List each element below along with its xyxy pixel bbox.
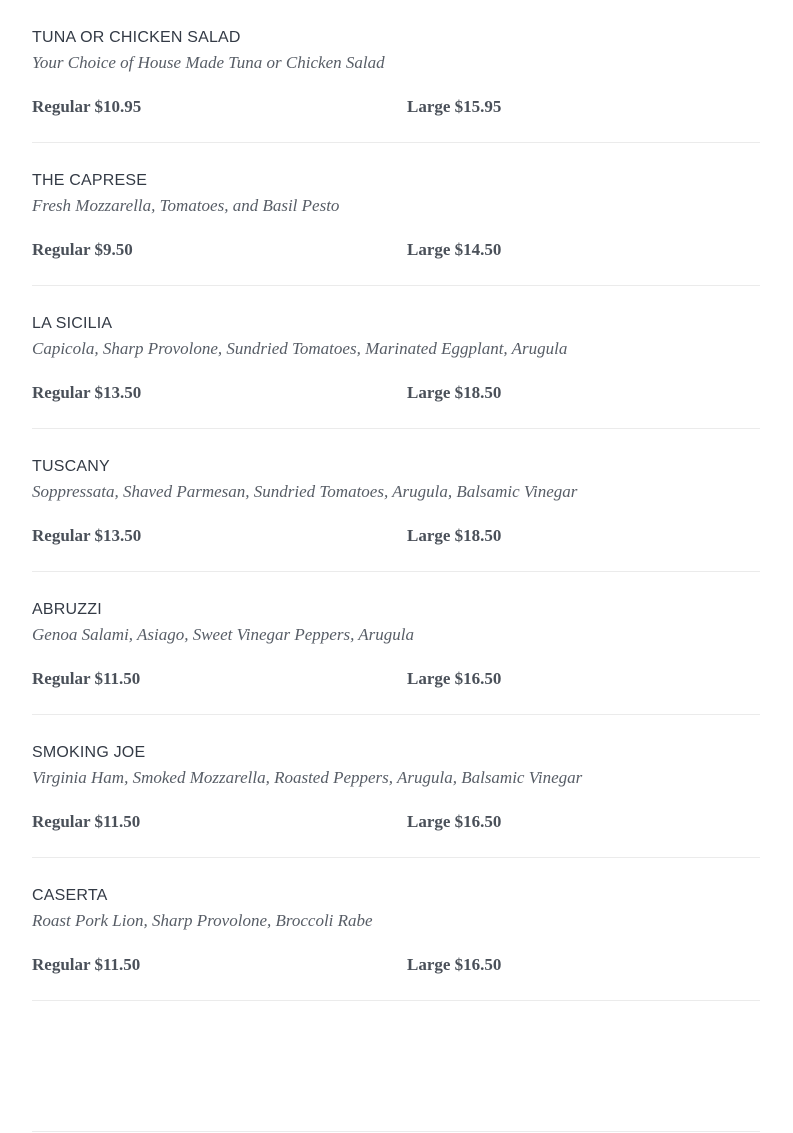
item-name: TUNA OR CHICKEN SALAD bbox=[32, 29, 241, 46]
divider bbox=[32, 1131, 760, 1132]
item-description: Soppressata, Shaved Parmesan, Sundried Tomatoes, Arugula, Balsamic Vinegar bbox=[32, 482, 578, 501]
regular-price: Regular $11.50 bbox=[32, 669, 141, 688]
item-description: Fresh Mozzarella, Tomatoes, and Basil Pesto bbox=[32, 196, 340, 215]
item-description: Genoa Salami, Asiago, Sweet Vinegar Peppers, Arugula bbox=[32, 625, 414, 644]
item-description: Capicola, Sharp Provolone, Sundried Tomatoes, Marinated Eggplant, Arugula bbox=[32, 339, 568, 358]
regular-price: Regular $11.50 bbox=[32, 955, 141, 974]
item-name: TUSCANY bbox=[32, 458, 110, 475]
item-description: Virginia Ham, Smoked Mozzarella, Roasted Peppers, Arugula, Balsamic Vinegar bbox=[32, 768, 583, 787]
menu-item bbox=[32, 715, 760, 858]
large-price: Large $18.50 bbox=[407, 383, 502, 402]
menu-item bbox=[32, 858, 760, 1001]
large-price: Large $16.50 bbox=[407, 955, 502, 974]
large-price: Large $15.95 bbox=[407, 97, 502, 116]
item-name: LA SICILIA bbox=[32, 315, 113, 332]
large-price: Large $18.50 bbox=[407, 526, 502, 545]
menu-item bbox=[32, 572, 760, 715]
regular-price: Regular $10.95 bbox=[32, 97, 142, 116]
regular-price: Regular $13.50 bbox=[32, 526, 142, 545]
item-name: ABRUZZI bbox=[32, 601, 102, 618]
item-name: SMOKING JOE bbox=[32, 744, 146, 761]
large-price: Large $14.50 bbox=[407, 240, 502, 259]
large-price: Large $16.50 bbox=[407, 812, 502, 831]
item-description: Your Choice of House Made Tuna or Chicken Salad bbox=[32, 53, 385, 72]
menu-item bbox=[32, 286, 760, 429]
menu-item bbox=[32, 143, 760, 286]
regular-price: Regular $9.50 bbox=[32, 240, 133, 259]
item-description: Roast Pork Lion, Sharp Provolone, Broccoli Rabe bbox=[32, 911, 373, 930]
item-name: CASERTA bbox=[32, 887, 108, 904]
menu-item bbox=[32, 0, 760, 143]
large-price: Large $16.50 bbox=[407, 669, 502, 688]
regular-price: Regular $13.50 bbox=[32, 383, 142, 402]
menu-list bbox=[32, 0, 760, 1001]
regular-price: Regular $11.50 bbox=[32, 812, 141, 831]
item-name: THE CAPRESE bbox=[32, 172, 148, 189]
menu-item bbox=[32, 429, 760, 572]
